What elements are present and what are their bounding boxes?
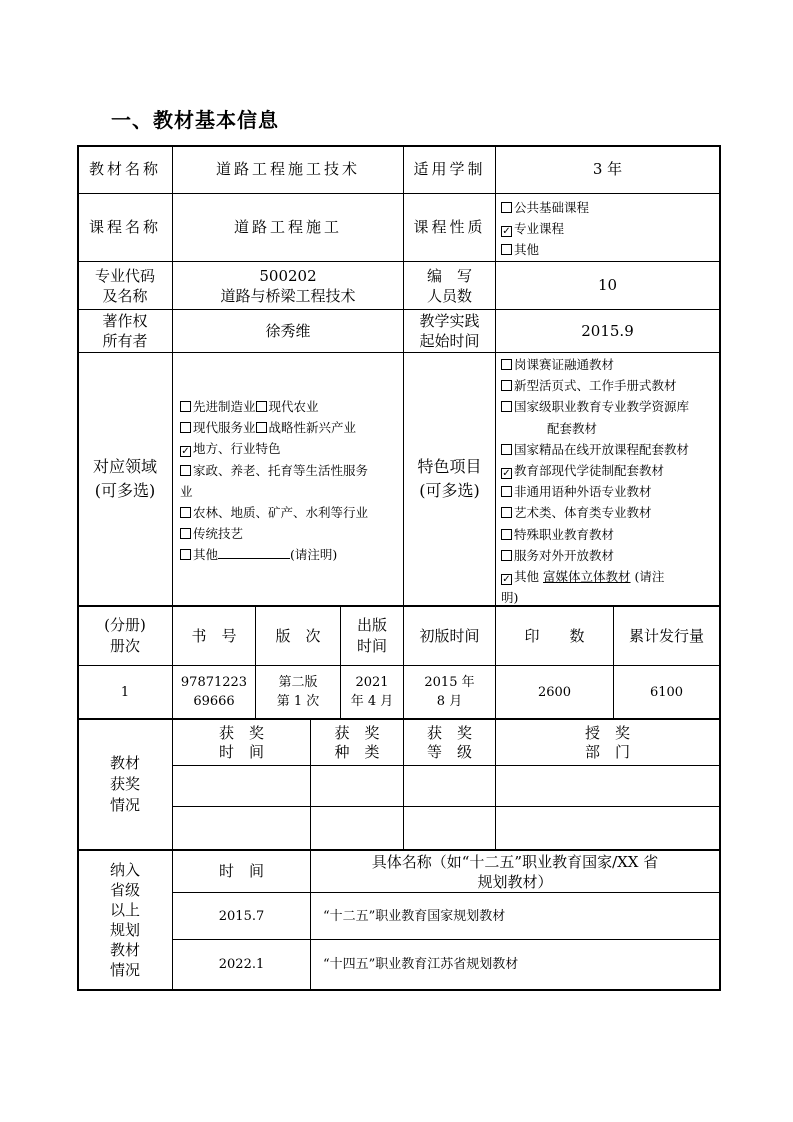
authors-label: 编 写 人员数 — [426, 266, 472, 305]
plan-time-value: 2015.7 — [218, 908, 265, 924]
field-option[interactable]: 家政、养老、托育等生活性服务 — [180, 460, 368, 481]
plan-name-value: “十四五”职业教育江苏省规划教材 — [323, 957, 519, 972]
course-type-option[interactable]: 其他 — [501, 239, 589, 260]
checkbox-icon[interactable] — [501, 486, 512, 497]
field-list — [180, 396, 368, 566]
checkbox-icon[interactable] — [501, 244, 512, 255]
feature-option[interactable]: ✓ 其他 富媒体立体教材 (请注 — [502, 569, 665, 586]
edition-value: 第二版 第 1 次 — [276, 675, 320, 709]
checked-checkbox-icon[interactable]: ✓ — [502, 226, 511, 238]
course-name-label: 课程名称 — [88, 218, 161, 236]
practice-label: 教学实践 起始时间 — [419, 312, 480, 350]
textbook-name-value: 道路工程施工技术 — [215, 160, 360, 178]
other-feature-value: 富媒体立体教材 — [543, 569, 631, 585]
practice-start: 2015.9 — [581, 321, 634, 340]
checkbox-icon[interactable] — [501, 550, 512, 561]
other-blank-field[interactable] — [218, 546, 290, 559]
field-option[interactable]: 现代农业 — [256, 399, 319, 414]
section-heading: 一、教材基本信息 — [111, 108, 279, 132]
course-type-option[interactable]: 公共基础课程 — [501, 197, 589, 218]
checkbox-icon[interactable] — [501, 359, 512, 370]
system-label: 适用学制 — [413, 160, 486, 178]
copyright-label: 著作权 所有者 — [102, 312, 148, 350]
course-type-label: 课程性质 — [413, 218, 486, 236]
award-dept-header: 授 奖 部 门 — [584, 723, 630, 761]
checkbox-icon[interactable] — [501, 529, 512, 540]
total-issued-header: 累计发行量 — [628, 626, 704, 645]
first-edition-header: 初版时间 — [419, 626, 480, 645]
checkbox-icon[interactable] — [501, 380, 512, 391]
checkbox-icon[interactable] — [501, 202, 512, 213]
award-type-header: 获 奖 种 类 — [334, 723, 380, 761]
checkbox-icon[interactable] — [180, 401, 191, 412]
plan-name-value: “十二五”职业教育国家规划教材 — [323, 908, 506, 924]
feature-option-wrap: 明) — [501, 590, 519, 606]
feature-option[interactable]: 特殊职业教育教材 — [501, 524, 689, 545]
checkbox-icon[interactable] — [180, 422, 191, 433]
award-level-header: 获 奖 等 级 — [426, 723, 472, 761]
field-option[interactable]: 农林、地质、矿产、水利等行业 — [180, 502, 368, 523]
plan-label: 纳入 省级 以上 规划 教材 情况 — [109, 861, 140, 979]
print-count-value: 2600 — [537, 684, 572, 700]
isbn-header: 书 号 — [191, 626, 237, 645]
authors-count: 10 — [597, 276, 618, 294]
press-date-header: 出版 时间 — [356, 616, 387, 655]
checkbox-icon[interactable] — [180, 465, 191, 476]
system-value: 3 年 — [592, 160, 623, 178]
press-date-value: 2021 年 4 月 — [350, 675, 394, 709]
course-type-list — [501, 197, 589, 261]
awards-label: 教材 获奖 情况 — [109, 754, 140, 814]
edition-header: 版 次 — [275, 626, 321, 645]
course-name-value: 道路工程施工 — [233, 218, 342, 236]
feature-option[interactable]: ✓ 教育部现代学徒制配套教材 — [502, 463, 665, 480]
feature-option-wrap: 配套教材 — [547, 420, 598, 436]
checked-checkbox-icon[interactable]: ✓ — [181, 446, 190, 458]
feature-label: 特色项目 (可多选) — [417, 457, 482, 500]
major-value: 500202 道路与桥梁工程技术 — [220, 266, 356, 305]
field-option[interactable]: 现代服务业 — [180, 420, 256, 435]
volume-value: 1 — [120, 684, 130, 700]
award-time-header: 获 奖 时 间 — [218, 723, 264, 761]
feature-list — [501, 354, 689, 608]
total-issued-value: 6100 — [649, 684, 684, 700]
checkbox-icon[interactable] — [180, 549, 191, 560]
checkbox-icon[interactable] — [501, 401, 512, 412]
feature-option[interactable]: 国家级职业教育专业教学资源库 — [501, 396, 689, 417]
course-type-option[interactable]: ✓ 专业课程 — [502, 221, 565, 238]
field-option[interactable]: 其他 (请注明) — [180, 544, 368, 565]
checked-checkbox-icon[interactable]: ✓ — [502, 468, 511, 480]
major-label: 专业代码 及名称 — [94, 266, 155, 305]
field-option[interactable]: 先进制造业 — [180, 399, 256, 414]
feature-option[interactable]: 岗课赛证融通教材 — [501, 354, 689, 375]
plan-name-header: 具体名称（如“十二五”职业教育国家/XX 省 规划教材） — [371, 852, 659, 891]
checkbox-icon[interactable] — [256, 422, 267, 433]
field-option[interactable]: ✓ 地方、行业特色 — [181, 441, 281, 458]
checkbox-icon[interactable] — [501, 444, 512, 455]
feature-option[interactable]: 非通用语种外语专业教材 — [501, 481, 689, 502]
checkbox-icon[interactable] — [180, 507, 191, 518]
checkbox-icon[interactable] — [180, 528, 191, 539]
feature-option[interactable]: 新型活页式、工作手册式教材 — [501, 375, 689, 396]
field-label: 对应领域 (可多选) — [92, 457, 157, 500]
checked-checkbox-icon[interactable]: ✓ — [502, 574, 511, 586]
feature-option[interactable]: 国家精品在线开放课程配套教材 — [501, 439, 689, 460]
plan-time-value: 2022.1 — [218, 957, 265, 972]
feature-option[interactable]: 艺术类、体育类专业教材 — [501, 502, 689, 523]
field-option-wrap: 业 — [180, 483, 193, 499]
copyright-owner: 徐秀维 — [265, 321, 311, 340]
feature-option[interactable]: 服务对外开放教材 — [501, 545, 689, 566]
volume-header: (分册) 册次 — [104, 616, 146, 655]
isbn-value: 97871223 69666 — [180, 675, 248, 709]
field-option[interactable]: 战略性新兴产业 — [256, 420, 357, 435]
checkbox-icon[interactable] — [256, 401, 267, 412]
first-edition-value: 2015 年 8 月 — [424, 675, 475, 709]
textbook-name-label: 教材名称 — [88, 160, 161, 178]
field-option[interactable]: 传统技艺 — [180, 523, 368, 544]
checkbox-icon[interactable] — [501, 507, 512, 518]
plan-time-header: 时 间 — [218, 862, 264, 880]
print-count-header: 印 数 — [524, 626, 585, 645]
